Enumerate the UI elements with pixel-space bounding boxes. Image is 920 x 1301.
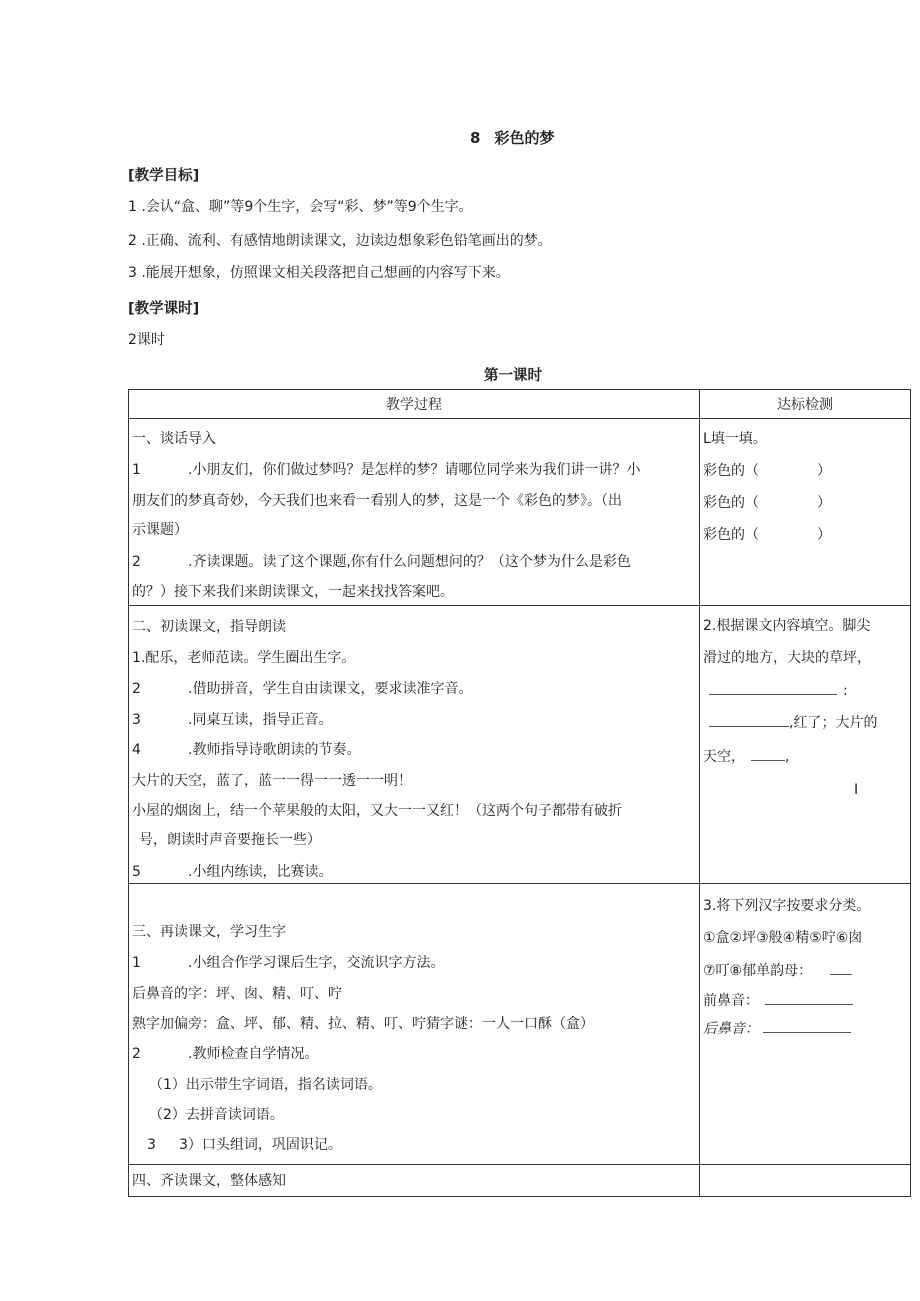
section-title: 四、齐读课文，整体感知 — [132, 1173, 286, 1189]
goal-item: 1 .会认“盒、聊”等9个生字，会写“彩、梦”等9个生字。 — [128, 199, 473, 215]
check-line: 天空， , — [703, 746, 789, 767]
answer-blank — [765, 990, 853, 1005]
sub-item: （2）去拼音读词语。 — [149, 1107, 284, 1123]
answer-blank — [709, 680, 837, 695]
sub-item: （1）出示带生字词语，指名读词语。 — [149, 1077, 382, 1093]
section-title: 二、初读课文，指导朗读 — [132, 619, 286, 635]
check-line: 滑过的地方，大块的草坪， — [703, 650, 871, 666]
sub-item: 3 3）口头组词，巩固识记。 — [147, 1137, 342, 1153]
title-number: 8 — [470, 129, 481, 147]
check-line: : — [703, 680, 848, 701]
list-item: 3 .同桌互读，指导正音。 — [132, 712, 333, 728]
goal-item: 2 .正确、流利、有感情地朗读课文，边读边想象彩色铅笔画出的梦。 — [128, 233, 552, 249]
list-item: 2 .齐读课题。读了这个课题,你有什么问题想问的？（这个梦为什么是彩色 — [132, 554, 631, 570]
list-item: 2 .教师检查自学情况。 — [132, 1046, 319, 1062]
answer-blank — [830, 960, 852, 975]
list-item: 1.配乐，老师范读。学生圈出生字。 — [132, 650, 356, 666]
list-item: 4 .教师指导诗歌朗读的节奏。 — [132, 742, 361, 758]
list-item: 5 .小组内练读，比赛读。 — [132, 864, 333, 880]
check-line: ⑦叮⑧郁单韵母： — [703, 960, 852, 981]
list-item: 2 .借助拼音，学生自由读课文，要求读准字音。 — [132, 681, 473, 697]
check-line: 后鼻音： — [703, 1018, 851, 1039]
check-row: 彩色的（ ） — [703, 527, 831, 543]
answer-blank — [751, 746, 785, 761]
text-line: 熟字加偏旁：盒、坪、郁、精、拉、精、叮、咛猜字谜：一人一口酥（盒） — [132, 1016, 594, 1032]
list-item-cont: 朋友们的梦真奇妙，今天我们也来看一看别人的梦，这是一个《彩色的梦》。（出 — [132, 493, 622, 509]
check-line: ,红了；大片的 — [703, 712, 877, 733]
check-line: 前鼻音： — [703, 990, 853, 1011]
list-item: 1 .小组合作学习课后生字，交流识字方法。 — [132, 955, 445, 971]
quote-line: 小屋的烟囱上，结一个苹果般的太阳，又大一一又红！（这两个句子都带有破折 — [132, 803, 622, 819]
quote-line: 大片的天空，蓝了，蓝一一得一一透一一明！ — [132, 773, 412, 789]
goal-item: 3 .能展开想象，仿照课文相关段落把自己想画的内容写下来。 — [128, 265, 510, 281]
check-title: 2.根据课文内容填空。脚尖 — [703, 618, 871, 634]
lesson-title: 第一课时 — [484, 368, 542, 384]
header-process: 教学过程 — [129, 390, 700, 419]
list-item-cont: 的？）接下来我们来朗读课文，一起来找找答案吧。 — [132, 584, 454, 600]
text-line: 后鼻音的字：坪、囱、精、叮、咛 — [132, 986, 342, 1002]
check-title: 3.将下列汉字按要求分类。 — [703, 898, 871, 914]
title-text: 彩色的梦 — [494, 129, 555, 147]
header-check: 达标检测 — [700, 390, 911, 419]
text-cursor-mark: I — [854, 782, 859, 798]
section-title: 三、再读课文，学习生字 — [132, 924, 286, 940]
quote-line-cont: 号，朗读时声音要拖长一些） — [139, 832, 321, 848]
answer-blank — [763, 1018, 851, 1033]
list-item-cont: 示课题） — [132, 522, 188, 538]
hours-heading: [教学课时] — [128, 301, 200, 317]
check-title: L填一填。 — [703, 431, 767, 447]
goals-heading: [教学目标] — [128, 168, 200, 184]
answer-blank — [709, 712, 789, 727]
check-row: 彩色的（ ） — [703, 463, 831, 479]
section-title: 一、谈话导入 — [132, 431, 216, 447]
check-row: 彩色的（ ） — [703, 495, 831, 511]
hours-value: 2课时 — [128, 332, 165, 348]
list-item: 1 .小朋友们，你们做过梦吗？是怎样的梦？请哪位同学来为我们讲一讲？小 — [132, 462, 641, 478]
document-title — [470, 127, 554, 148]
check-line: ①盒②坪③般④精⑤咛⑥囱 — [703, 930, 863, 946]
lesson-plan-table — [128, 389, 911, 1197]
